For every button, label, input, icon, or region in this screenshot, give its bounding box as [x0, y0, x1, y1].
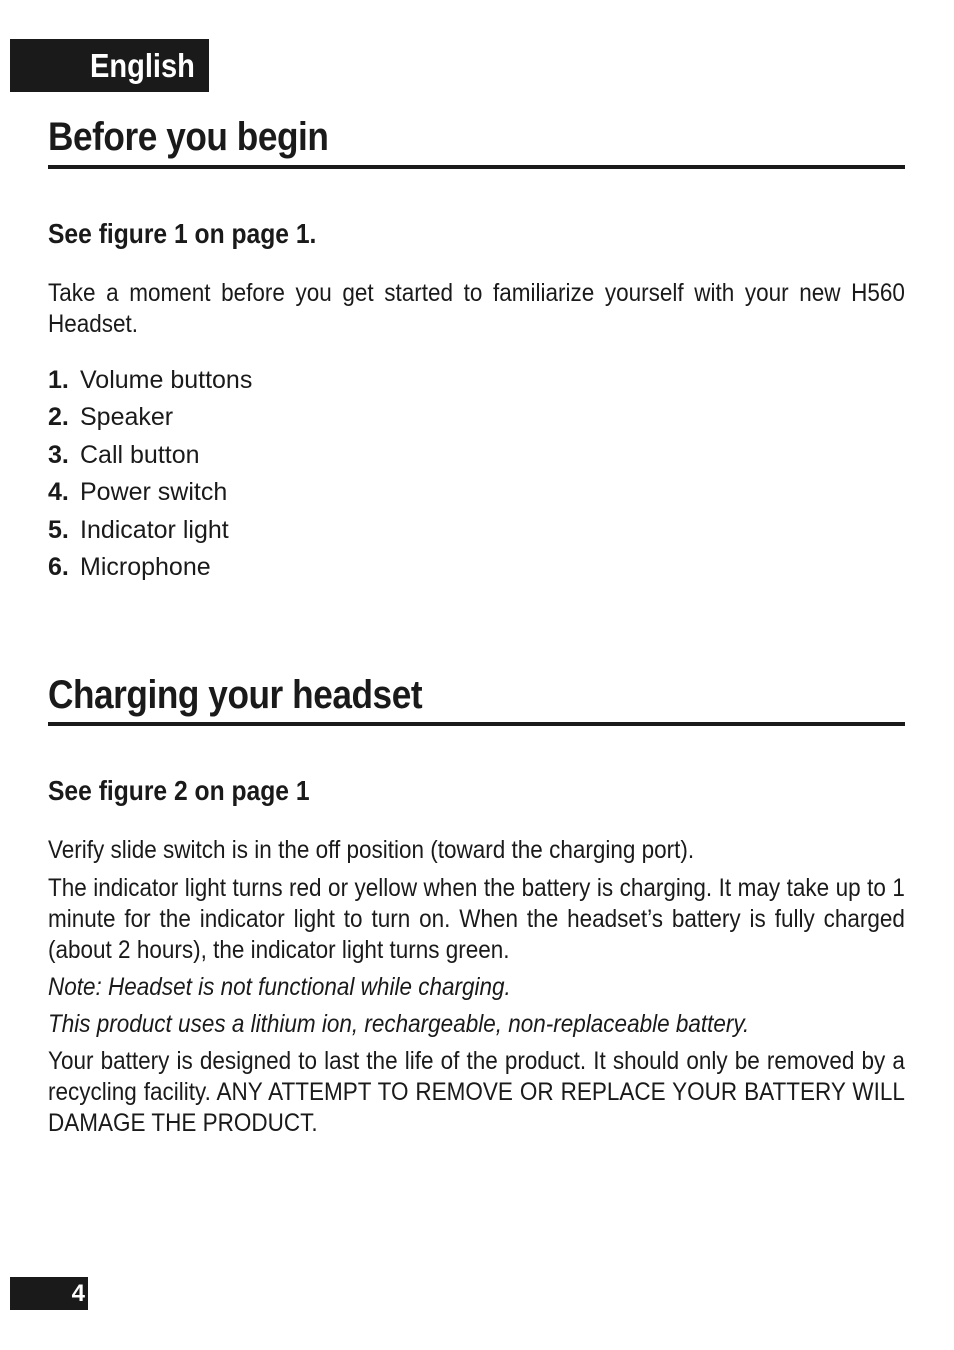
figure-reference-heading: See figure 1 on page 1.: [48, 218, 317, 249]
list-item: 6. Microphone: [48, 553, 211, 582]
language-label: English: [90, 47, 195, 84]
intro-paragraph: Take a moment before you get started to familiarize yourself with your new H560 Headset.: [48, 279, 905, 338]
battery-warning-paragraph: Your battery is designed to last the life of the product. It should only be removed by a recycling facility. ANY ATTEMPT TO REMOVE OR REPLACE YOUR BATTERY WILL DAMAGE THE PRODUCT.: [48, 1047, 905, 1137]
section-before-you-begin: [48, 114, 905, 160]
section-rule: [48, 722, 905, 726]
section-title: Charging your headset: [48, 673, 423, 717]
figure-reference-heading: See figure 2 on page 1: [48, 775, 310, 806]
section-title: Before you begin: [48, 115, 329, 159]
indicator-paragraph: The indicator light turns red or yellow when the battery is charging. It may take up to 1 minute for the indicator light to turn on. When the headset’s battery is fully charged (about 2 hours), the indicator light turns green.: [48, 874, 905, 964]
battery-note: This product uses a lithium ion, rechargeable, non-replaceable battery.: [48, 1010, 750, 1038]
parts-list: [48, 362, 905, 586]
list-item: 2. Speaker: [48, 403, 174, 432]
list-item: 5. Indicator light: [48, 515, 229, 544]
section-rule: [48, 165, 905, 169]
list-item: 3. Call button: [48, 440, 200, 469]
section-charging: [48, 672, 905, 718]
switch-paragraph: Verify slide switch is in the off position (toward the charging port).: [48, 836, 695, 864]
list-item: 1. Volume buttons: [48, 366, 253, 394]
list-item: 4. Power switch: [48, 478, 228, 507]
page-number: 4: [10, 1277, 88, 1310]
language-tab: [10, 39, 209, 92]
charging-note: Note: Headset is not functional while charging.: [48, 973, 511, 1001]
